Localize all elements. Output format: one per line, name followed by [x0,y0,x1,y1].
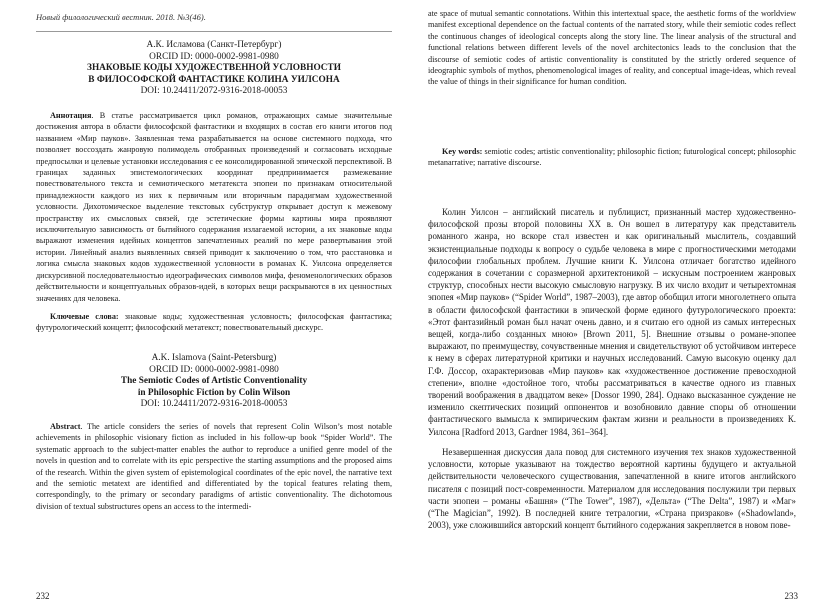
abstract-label: Abstract [50,422,81,431]
ru-article-heading [36,40,392,98]
annotation-label: Аннотация [50,111,92,120]
en-keywords-text: semiotic codes; artistic conventionality; philosophic fiction; futurological concept; philosophic metanarrative; narrative discourse. [428,147,796,168]
en-orcid: ORCID ID: 0000-0002-9981-0980 [149,364,279,375]
ru-author: А.К. Исламова (Санкт-Петербург) [146,40,282,50]
en-title-line-2: in Philosophic Fiction by Colin Wilson [137,387,291,398]
en-author: A.K. Islamova (Saint-Petersburg) [151,353,277,363]
abstract-cont-text: ate space of mutual semantic connotations. Within this intertextual space, the aesthetic forms of the worldview manifest exceptional dependence on the factual contents of the narrated story, while their semiotic codes reflect the continuous changes of ideological concepts along the story line. The linear analysis of the structural and functional relations between different levels of the novel architectonics leads to the conclusion that the discourse of semiotic codes of artistic conventionality is constituted by the strictly ordered sequence of ideographic symbols of mythos, phenomenological images of reality, and conceptual image-ideas, which reveal the value of things in their significance for human condition. [428,9,796,87]
en-abstract [36,421,392,512]
body-paragraph-2 [428,446,796,597]
en-keywords [428,146,796,169]
en-keywords-label: Key words: [442,147,483,156]
body-paragraph-1 [428,206,796,438]
ru-orcid: ORCID ID: 0000-0002-9981-0980 [149,51,279,62]
ru-annotation [36,110,392,303]
ru-keywords-label: Ключевые слова: [50,312,119,321]
header-divider [36,31,392,32]
page-number-left: 232 [36,591,50,601]
ru-keywords-text: знаковые коды; художественная условность; философская фантастика; футурологический концепт; философский метатекст; повествовательный дискурс. [36,312,392,333]
ru-doi: DOI: 10.24411/2072-9316-2018-00053 [140,86,288,96]
page-number-right: 233 [784,591,798,601]
annotation-text: . В статье рассматривается цикл романов, отражающих самые значительные достижения автора в области философской фантастики и входящих в состав его книги итогов под названием «Мир пауков». Заявленная тема разрабатывается на основе системного подхода, что позволяет воссоздать жанровую полимодель отобранных произведений и согласовать исходные предпосылки и целевые установки исследования с ее консолидированной эпической перспективой. В границах заданных эпистемологических координат предпринимается размежевание повествовательного текста и семиотического метатекста эпопеи по признакам относительной принадлежности каждого из них к первичным или вторичным парадигмам художественной условности. Дихотомическое выделение текстовых субструктур открывает доступ к межевому пространству их смысловых связей, где эстетические формы картины мира проявляют исключительную зависимость от бытийного содержания излагаемой истории, а их знаковые коды выражают изменения идейных концептов запечатленных реалий по мере развертывания этой истории. Линейный анализ выявленных связей приводит к заключению о том, что расстановка и логика смысла знаковых кодов художественной условности в романах К. Уилсона определяется дискурсивной последовательностью идеографических символов мифа, феноменологических образов действительности и концептуальных образов-идей, в которых вещи раскрываются в их ценностных значениях для человека. [36,111,392,303]
abstract-text: . The article considers the series of novels that represent Colin Wilson’s most notable achievements in philosophic visionary fiction as included in his follow-up book “Spider World”. The systematic approach to the subject-matter enables the author to reproduce a unified genre model of the novels in question and to correlate with its epic perspective the starting assumptions and the proposed aims of the research. Within the given system of epistemological coordinates of the epic novel, the narrative text and the semiotic metatext are identified and differentiated by the topical features relating them, correspondingly, to the primary or secondary paradigms of artistic conventionality. The dichotomous division of textual substructures opens an access to the intermedi- [36,422,392,511]
body-p1-text: Колин Уилсон – английский писатель и публицист, признанный мастер художественно-философской прозы второй половины XX в. Он вошел в литературу как представитель романного жанра, но вскоре стал известен и как оригинальный мыслитель, создавший экзистенциальные подходы к вопросу о судьбе человека в мире с прогностическими методами философии глобальных проблем. Лучшие книги К. Уилсона отличает богатство идейного содержания в сочетании с соразмерной архитектоникой – искусным построением жанровых структур, способных нести высокую смысловую нагрузку. В их число входит и четырехтомная эпопея «Мир пауков» (“Spider World”, 1987–2003), где автор обобщил итоги многолетнего опыта в области философской фантастики в эпической форме единого футурологического проекта: «Этот фантазийный роман был начат очень давно, и я считаю его одной из самых интересных вещей, когда-либо созданных мною» [Brown 2011, 5]. Внешние отзывы о романе-эпопее выражают, по преимуществу, сочувственные мнения и свидетельствуют об устойчивом интересе к нему в сферах литературной критики и научных исследований. Самую высокую оценку дал Г.Ф. Доссор, охарактеризовав «Мир пауков» как «художественное достижение превосходной степени», вполне «достойное того, чтобы рассматриваться в качестве одного из главных творений воображения в двадцатом веке» [Dossor 1990, 284]. Однако высказанное суждение не изменило скептических позиций оппонентов и возобновило давние споры об отношении фантастического вымысла к эмпирическим фактам жизни и реальности в произведениях К. Уилсона [Radford 2013, Gardner 1984, 361–364]. [428,207,796,437]
ru-title-line-1: ЗНАКОВЫЕ КОДЫ ХУДОЖЕСТВЕННОЙ УСЛОВНОСТИ [87,63,341,73]
body-p2-text: Незавершенная дискуссия дала повод для системного изучения тех знаков художественной условности, которые указывают на тождество вероятной картины будущего и актуальной действительности человеческого существования, запечатленной в книге итогов английского писателя с позиций пост-современности. Материалом для исследования послужили три первых части эпопеи – романы «Башня» (“The Tower”, 1987), «Дельта» (“The Delta”, 1987) и «Маг» (“The Magician”, 1992). В последней книге тетралогии, «Страна призраков» («Shadowland», 2003), уже сложившийся авторский концепт бытийного содержания закрепляется в новом пове- [428,447,796,531]
en-title-line-1: The Semiotic Codes of Artistic Conventionality [120,376,308,386]
running-head: Новый филологический вестник. 2018. №3(46). [36,12,206,22]
en-article-heading [36,353,392,411]
ru-keywords [36,311,392,334]
en-doi: DOI: 10.24411/2072-9316-2018-00053 [140,399,288,409]
ru-title-line-2: В ФИЛОСОФСКОЙ ФАНТАСТИКЕ КОЛИНА УИЛСОНА [88,74,340,85]
en-abstract-continued [428,8,796,88]
